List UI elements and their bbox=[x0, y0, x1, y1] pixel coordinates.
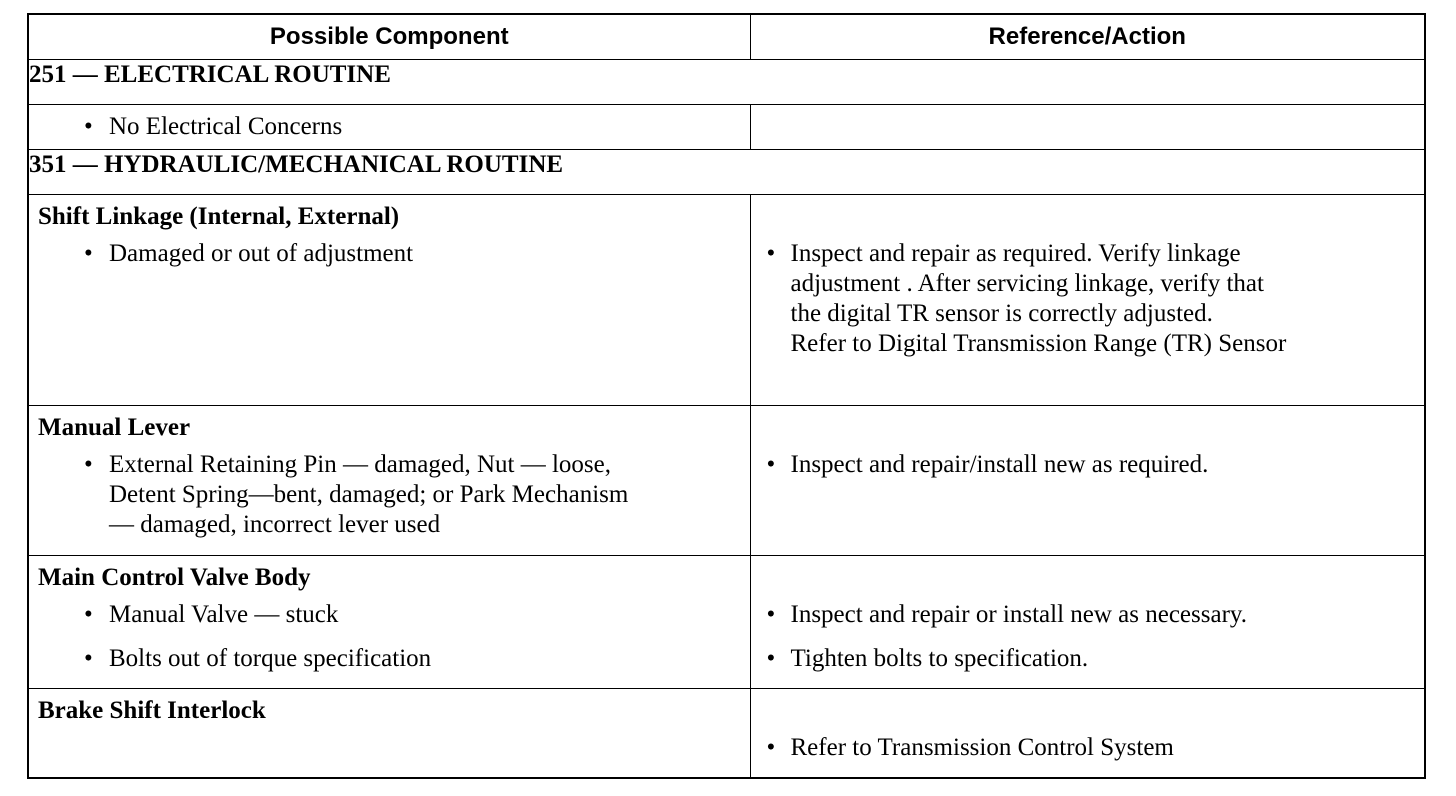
action-line: Refer to Digital Transmission Range (TR) Sensor bbox=[790, 330, 1287, 357]
list-item: • Damaged or out of adjustment bbox=[29, 239, 750, 269]
header-reference-action: Reference/Action bbox=[750, 14, 1425, 60]
item-line: • External Retaining Pin — damaged, Nut — loose, bbox=[109, 451, 611, 478]
table-row bbox=[28, 195, 1425, 406]
action-cell bbox=[750, 406, 1425, 556]
action-line: the digital TR sensor is correctly adjusted. bbox=[790, 300, 1213, 327]
action-cell bbox=[750, 689, 1425, 779]
item-line: — damaged, incorrect lever used bbox=[109, 511, 441, 538]
action-cell bbox=[750, 195, 1425, 406]
group-title: Main Control Valve Body bbox=[38, 564, 311, 591]
diagnosis-table bbox=[27, 13, 1426, 779]
component-cell bbox=[28, 406, 750, 556]
list-item: • Manual Valve — stuck bbox=[29, 600, 750, 630]
component-cell bbox=[28, 105, 750, 150]
section-electrical bbox=[28, 60, 1425, 105]
table-row bbox=[28, 406, 1425, 556]
action-item bbox=[751, 239, 1425, 359]
header-possible-component: Possible Component bbox=[28, 14, 750, 60]
action-line: adjustment . After servicing linkage, verify that bbox=[790, 270, 1264, 297]
table-row bbox=[28, 689, 1425, 779]
table-row bbox=[28, 556, 1425, 689]
section-hydraulic bbox=[28, 150, 1425, 195]
section-title: 351 — HYDRAULIC/MECHANICAL ROUTINE bbox=[28, 150, 1425, 195]
component-cell bbox=[28, 556, 750, 689]
group-title: Shift Linkage (Internal, External) bbox=[38, 203, 400, 230]
list-item: • No Electrical Concerns bbox=[29, 112, 750, 142]
section-title: 251 — ELECTRICAL ROUTINE bbox=[28, 60, 1425, 105]
action-cell bbox=[750, 105, 1425, 150]
group-title: Brake Shift Interlock bbox=[38, 697, 266, 724]
action-item: • Refer to Transmission Control System bbox=[751, 733, 1425, 763]
action-item: • Tighten bolts to specification. bbox=[751, 644, 1425, 674]
action-item: • Inspect and repair or install new as necessary. bbox=[751, 600, 1425, 630]
action-item: • Inspect and repair/install new as required. bbox=[751, 450, 1425, 480]
group-title: Manual Lever bbox=[38, 414, 191, 441]
action-line: • Inspect and repair as required. Verify linkage bbox=[790, 240, 1241, 267]
list-item bbox=[29, 450, 750, 540]
item-line: Detent Spring—bent, damaged; or Park Mechanism bbox=[109, 481, 629, 508]
action-cell bbox=[750, 556, 1425, 689]
list-item: • Bolts out of torque specification bbox=[29, 644, 750, 674]
header-row bbox=[28, 14, 1425, 60]
table-row bbox=[28, 105, 1425, 150]
component-cell bbox=[28, 689, 750, 779]
component-cell bbox=[28, 195, 750, 406]
